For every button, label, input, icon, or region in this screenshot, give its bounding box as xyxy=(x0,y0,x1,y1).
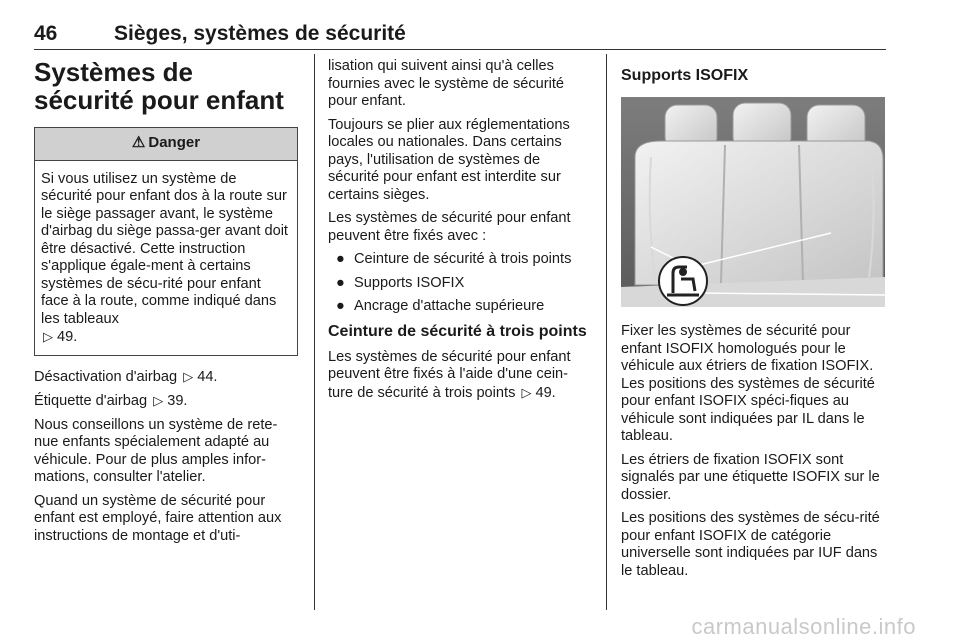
list-item xyxy=(328,275,592,293)
header-rule xyxy=(34,49,886,50)
column-divider-1 xyxy=(314,54,315,610)
danger-header xyxy=(35,128,297,161)
triangle-right-icon: ▷ xyxy=(43,329,53,344)
triangle-right-icon: ▷ xyxy=(183,368,194,384)
paragraph: Toujours se plier aux réglementations locales ou nationales. Dans certains pays, l'utilisation de systèmes de sécurité pour enfant est interdite sur certains sièges. xyxy=(328,116,570,203)
list-item-text: Ceinture de sécurité à trois points xyxy=(354,251,572,267)
isofix-seat-photo xyxy=(621,97,885,307)
airbag-deactivation-text: Désactivation d'airbag xyxy=(34,368,178,385)
danger-text: Si vous utilisez un système de sécurité pour enfant dos à la route sur le siège passager avant, le système d'airbag du siège passa-ger avant doit être désactivé. Cette instruction s'applique égale-ment à certains systèmes de sécu-rité pour enfant face à la route, comme indiqué dans les tableaux xyxy=(41,170,288,327)
danger-box xyxy=(34,127,298,356)
danger-body xyxy=(35,161,297,355)
chapter-title: Sièges, systèmes de sécurité xyxy=(114,22,406,45)
column-divider-2 xyxy=(606,54,607,610)
list-item-text: Ancrage d'attache supérieure xyxy=(354,298,545,314)
subsection-title: Ceinture de sécurité à trois points xyxy=(328,322,587,340)
column-2 xyxy=(328,58,592,408)
isofix-title: Supports ISOFIX xyxy=(621,67,749,84)
paragraph: Les systèmes de sécurité pour enfant peuvent être fixés avec : xyxy=(328,210,571,244)
page-ref: 39. xyxy=(167,393,188,409)
isofix-child-seat-icon xyxy=(659,257,707,305)
paragraph xyxy=(328,349,592,403)
column-3 xyxy=(621,58,887,586)
bullet-dot-icon: ● xyxy=(336,251,345,267)
column-1 xyxy=(34,58,298,551)
paragraph: Quand un système de sécurité pour enfant est employé, faire attention aux instructions de montage et d'uti- xyxy=(34,492,282,544)
paragraph: Nous conseillons un système de rete-nue enfants spécialement adapté au véhicule. Pour de plus amples infor-mations, consulter l'atelier. xyxy=(34,416,278,485)
page-ref: 44. xyxy=(197,368,218,385)
list-item xyxy=(328,298,592,316)
danger-ref: 49. xyxy=(57,329,78,345)
page-number: 46 xyxy=(34,22,58,45)
watermark: carmanualsonline.info xyxy=(691,614,916,639)
bullet-list xyxy=(328,251,592,316)
airbag-label-text: Étiquette d'airbag xyxy=(34,393,148,409)
triangle-right-icon: ▷ xyxy=(521,384,532,400)
warning-triangle-icon: ⚠ xyxy=(131,134,146,151)
triangle-right-icon: ▷ xyxy=(153,393,164,408)
paragraph: Les positions des systèmes de sécu-rité pour enfant ISOFIX de catégorie universelle sont indiquées par IUF dans le tableau. xyxy=(621,510,880,579)
paragraph: Fixer les systèmes de sécurité pour enfant ISOFIX homologués pour le véhicule aux étriers de fixation ISOFIX. Les positions des systèmes de sécurité pour enfant ISOFIX spéci-fiques au véhicule sont indiquées par IL dans le tableau. xyxy=(621,323,875,444)
bullet-dot-icon: ● xyxy=(336,298,345,314)
section-title: Systèmes de sécurité pour enfant xyxy=(34,57,284,115)
page-ref: 49. xyxy=(535,384,556,401)
list-item xyxy=(328,251,592,269)
paragraph xyxy=(34,392,298,411)
paragraph: lisation qui suivent ainsi qu'à celles fournies avec le système de sécurité pour enfant. xyxy=(328,58,565,109)
danger-heading: Danger xyxy=(148,134,201,151)
paragraph-text: Les systèmes de sécurité pour enfant peuvent être fixés à l'aide d'une cein-ture de sécurité à trois points xyxy=(328,348,571,401)
list-item-text: Supports ISOFIX xyxy=(354,274,465,291)
paragraph: Les étriers de fixation ISOFIX sont signalés par une étiquette ISOFIX sur le dossier. xyxy=(621,451,880,503)
paragraph xyxy=(34,368,298,387)
bullet-dot-icon: ● xyxy=(336,274,345,291)
